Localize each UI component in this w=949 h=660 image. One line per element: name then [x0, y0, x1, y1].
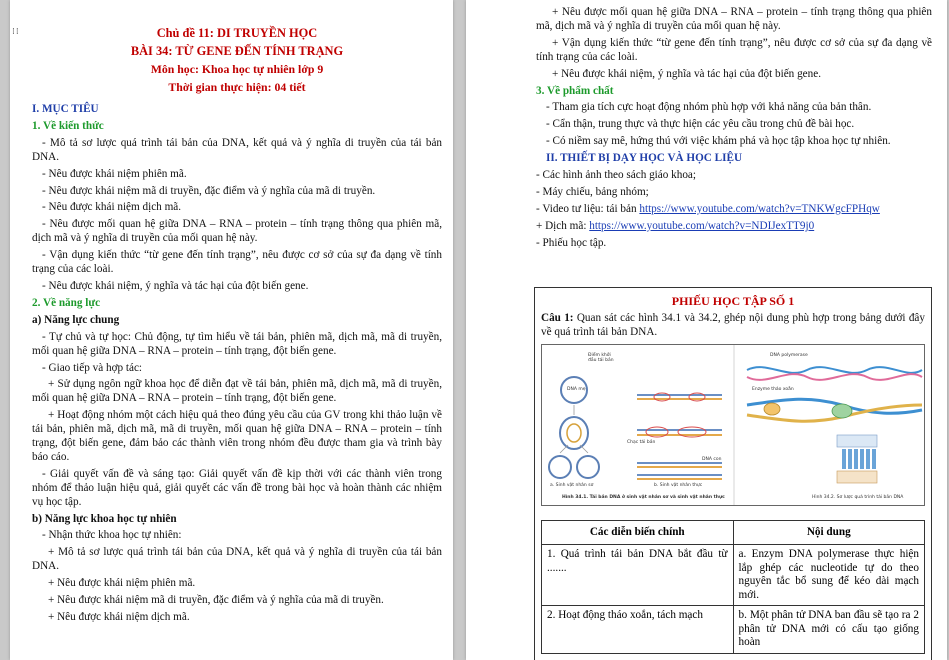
- specific-item: + Vận dụng kiến thức “từ gene đến tính trạng”, nêu được cơ sở của sự đa dạng về tính trạng của các loài.: [536, 36, 932, 63]
- lesson-title: BÀI 34: TỪ GENE ĐẾN TÍNH TRẠNG: [130, 44, 344, 58]
- worksheet-box: [534, 287, 932, 660]
- specific-item: + Nêu được khái niệm mã di truyền, đặc điểm và ý nghĩa của mã di truyền.: [48, 594, 384, 607]
- question-label: Câu 1:: [541, 312, 574, 324]
- table-cell: a. Enzym DNA polymerase thực hiện lắp ghép các nucleotide tự do theo nguyên tắc bổ sung để kéo dài mạch mới.: [733, 545, 925, 606]
- matching-table: [541, 520, 925, 654]
- specific-item: + Nêu được khái niệm dịch mã.: [48, 611, 190, 623]
- page-left-content: [32, 0, 442, 625]
- translation-line: [536, 220, 932, 234]
- label-fork: Chạc tái bản: [627, 439, 656, 445]
- section-objectives-heading: I. MỤC TIÊU: [32, 103, 99, 115]
- quality-item: - Tham gia tích cực hoạt động nhóm phù hợp với khả năng của bản thân.: [546, 101, 872, 114]
- video-label: - Video tư liệu: tái bản: [536, 202, 640, 215]
- page-right-content: [536, 0, 932, 251]
- knowledge-item: - Mô tả sơ lược quá trình tái bản của DNA, kết quả và ý nghĩa di truyền của tái bản DNA.: [32, 136, 442, 163]
- label-dna-parent: DNA mẹ: [567, 386, 586, 392]
- competence-heading: 2. Về năng lực: [32, 296, 101, 309]
- equipment-item: - Máy chiếu, bảng nhóm;: [536, 185, 649, 198]
- knowledge-item: - Nêu được khái niệm, ý nghĩa và tác hại của đột biến gene.: [42, 279, 309, 292]
- document-page-left: [10, 0, 453, 660]
- general-competence-heading: a) Năng lực chung: [32, 313, 120, 326]
- table-header: Nội dung: [733, 520, 925, 545]
- translation-label: + Dịch mã:: [536, 219, 590, 232]
- table-row: [542, 606, 925, 654]
- video-link[interactable]: https://www.youtube.com/watch?v=TNKWgcFPHqw: [639, 202, 880, 215]
- label-origin: Điểm khởi đầu tái bản: [588, 352, 614, 363]
- duration-line: Thời gian thực hiện: 04 tiết: [168, 80, 306, 94]
- table-header: Các diễn biến chính: [542, 520, 734, 545]
- specific-competence-heading: b) Năng lực khoa học tự nhiên: [32, 512, 177, 525]
- table-header-row: [542, 520, 925, 545]
- question-text: Quan sát các hình 34.1 và 34.2, ghép nội dung phù hợp trong bảng dưới đây về quá trình tái bản DNA.: [541, 312, 925, 338]
- worksheet-question: [541, 312, 925, 340]
- specific-item: - Nhận thức khoa học tự nhiên:: [42, 529, 182, 542]
- section-equipment-heading: II. THIẾT BỊ DẠY HỌC VÀ HỌC LIỆU: [546, 152, 743, 165]
- table-cell: b. Một phân tử DNA ban đầu sẽ tạo ra 2 phân tử DNA mới có cấu tạo giống hoàn: [733, 606, 925, 654]
- specific-item: + Mô tả sơ lược quá trình tái bản của DNA, kết quả và ý nghĩa di truyền của tái bản DNA.: [32, 546, 442, 573]
- label-eukaryote: b. Sinh vật nhân thực: [654, 482, 703, 488]
- figure-dna-replication: [541, 344, 925, 506]
- topic-title: Chủ đề 11: DI TRUYỀN HỌC: [156, 26, 318, 40]
- figure-left-caption: Hình 34.1. Tái bản DNA ở sinh vật nhân sơ và sinh vật nhân thực: [562, 494, 725, 500]
- quality-item: - Có niềm say mê, hứng thú với việc khám phá và học tập khoa học tự nhiên.: [546, 135, 891, 148]
- document-page-right: [466, 0, 947, 660]
- knowledge-item: - Nêu được khái niệm mã di truyền, đặc điểm và ý nghĩa của mã di truyền.: [42, 184, 376, 197]
- table-row: [542, 545, 925, 606]
- equipment-item: - Các hình ảnh theo sách giáo khoa;: [536, 169, 696, 182]
- specific-item: + Nêu được khái niệm, ý nghĩa và tác hại của đột biến gene.: [552, 67, 821, 80]
- specific-item: + Nêu được khái niệm phiên mã.: [48, 577, 196, 590]
- label-helicase: Enzyme tháo xoắn: [752, 386, 794, 392]
- label-polymerase: DNA polymerase: [770, 352, 808, 358]
- general-item: - Giải quyết vấn đề và sáng tạo: Giải quyết vấn đề kịp thời với các thành viên trong nhóm để thảo luận hiệu quả, giải quyết các vấn đề trong bài học và hoàn thành các nhiệm vụ học tập.: [32, 467, 442, 508]
- general-item: - Tự chủ và tự học: Chủ động, tự tìm hiểu về tái bản, phiên mã, dịch mã, mã di truyền, mối quan hệ giữa DNA – RNA – protein – tính trạng, đột biến gene.: [32, 330, 442, 357]
- video-line: [536, 203, 932, 217]
- worksheet-title: PHIẾU HỌC TẬP SỐ 1: [671, 294, 795, 308]
- knowledge-item: - Nêu được khái niệm phiên mã.: [42, 167, 187, 180]
- quality-heading: 3. Về phẩm chất: [536, 84, 614, 97]
- knowledge-item: - Nêu được mối quan hệ giữa DNA – RNA – protein – tính trạng thông qua phiên mã, dịch mã và ý nghĩa di truyền của mối quan hệ này.: [32, 218, 442, 245]
- table-cell: 2. Hoạt động tháo xoắn, tách mạch: [542, 606, 734, 654]
- quality-item: - Cẩn thận, trung thực và thực hiện các yêu cầu trong chủ đề bài học.: [546, 118, 855, 131]
- subject-line: Môn học: Khoa học tự nhiên lớp 9: [150, 62, 324, 76]
- specific-item: + Nêu được mối quan hệ giữa DNA – RNA – protein – tính trạng thông qua phiên mã, dịch mã và ý nghĩa di truyền của mối quan hệ này.: [536, 6, 932, 32]
- knowledge-item: - Vận dụng kiến thức “từ gene đến tính trạng”, nêu được cơ sở của sự đa dạng về tính trạng của các loài.: [32, 249, 442, 276]
- general-item: + Sử dụng ngôn ngữ khoa học để diễn đạt về tái bản, phiên mã, dịch mã, mã di truyền, mối quan hệ giữa DNA – RNA – protein – tính trạng, đột biến gene.: [32, 378, 442, 405]
- dna-replication-illustration: [542, 345, 925, 505]
- worksheet-line: - Phiếu học tập.: [536, 236, 607, 249]
- table-cell: 1. Quá trình tái bản DNA bắt đầu từ .......: [542, 545, 734, 606]
- label-dna-child: DNA con: [702, 456, 722, 462]
- general-item: + Hoạt động nhóm một cách hiệu quả theo đúng yêu cầu của GV trong khi thảo luận về tái bản, phiên mã, dịch mã, mã di truyền, mối quan hệ giữa DNA – RNA – protein – tính trạng, đột biến gene, đảm bảo các thành viên trong nhóm đều được tham gia và trình bày báo cáo.: [32, 409, 442, 463]
- figure-right-caption: Hình 34.2. Sơ lược quá trình tái bản DNA: [812, 494, 904, 500]
- knowledge-heading: 1. Về kiến thức: [32, 119, 104, 132]
- label-prokaryote: a. Sinh vật nhân sơ: [550, 482, 594, 488]
- knowledge-item: - Nêu được khái niệm dịch mã.: [42, 201, 182, 214]
- translation-video-link[interactable]: https://www.youtube.com/watch?v=NDIJexTT9j0: [589, 219, 815, 232]
- general-item: - Giao tiếp và hợp tác:: [42, 361, 143, 374]
- drag-handle-icon[interactable]: ⁞⁞: [12, 27, 20, 37]
